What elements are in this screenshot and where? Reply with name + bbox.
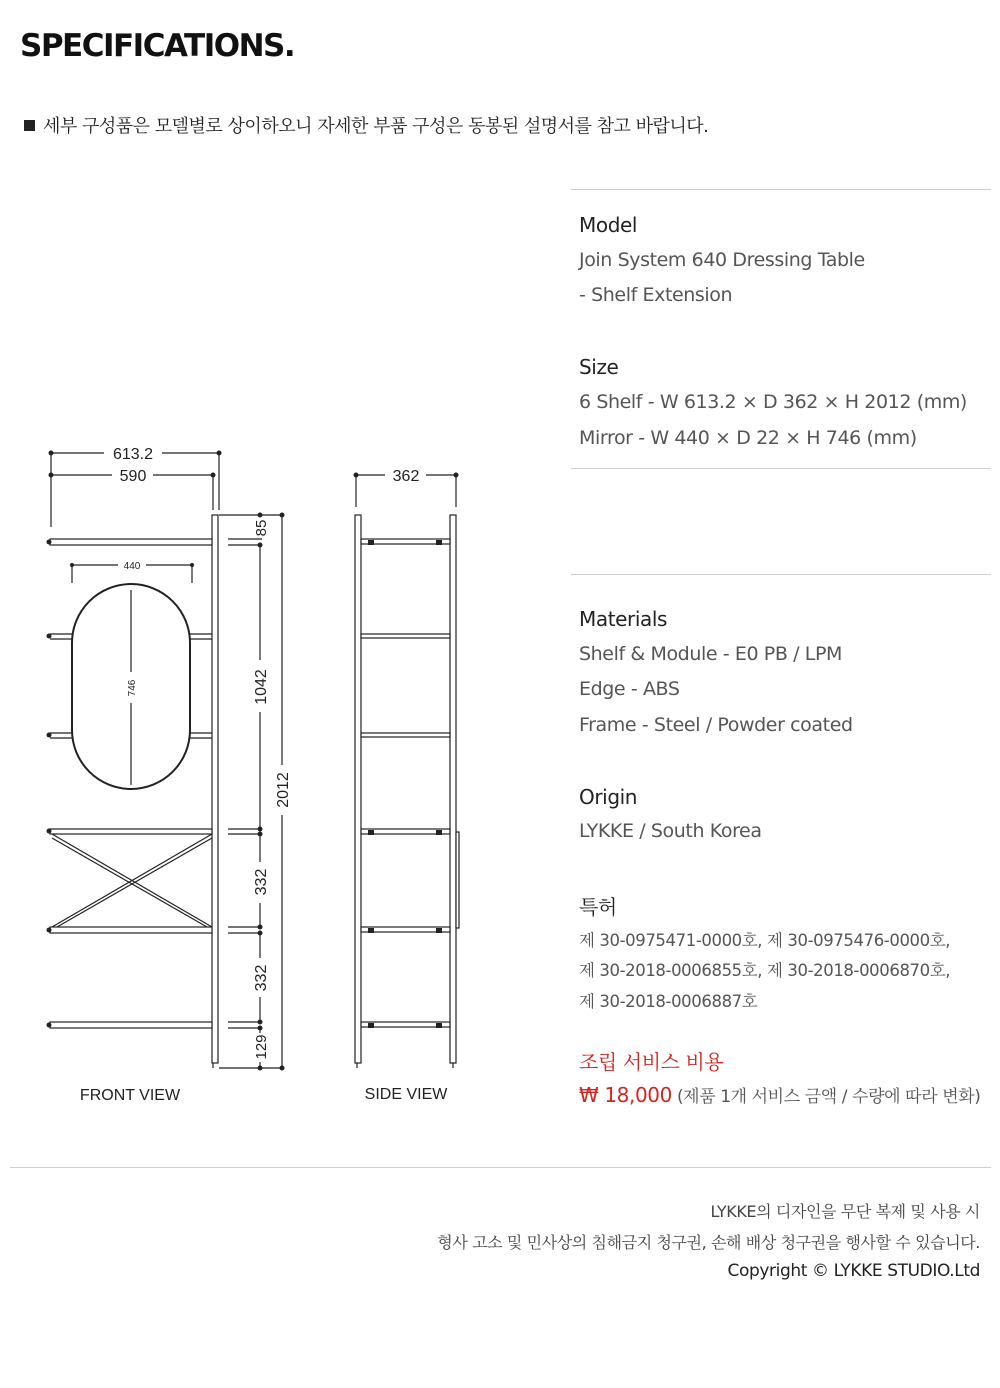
front-post [212, 515, 218, 1063]
patent-line-2: 제 30-2018-0006855호, 제 30-2018-0006870호, [579, 961, 951, 980]
front-view-label: FRONT VIEW [79, 1087, 181, 1104]
model-line-2: - Shelf Extension [579, 284, 733, 306]
service-price: ₩ 18,000 [579, 1083, 672, 1107]
dim-total: 2012 [275, 772, 292, 808]
dim-mid: 332 [253, 868, 270, 896]
footer-line-2: 형사 고소 및 민사상의 침해금지 청구권, 손해 배상 청구권을 행사할 수 있습니다. [437, 1233, 980, 1252]
materials-label: Materials [579, 607, 668, 631]
dim-upper: 1042 [253, 669, 270, 705]
size-line-1: 6 Shelf - W 613.2 × D 362 × H 2012 (mm) [579, 391, 967, 413]
dim-front-inner: 590 [119, 468, 147, 485]
materials-line-3: Frame - Steel / Powder coated [579, 714, 853, 736]
patent-line-1: 제 30-0975471-0000호, 제 30-0975476-0000호, [579, 931, 951, 950]
divider-top [571, 189, 991, 190]
dim-front-outer: 613.2 [112, 446, 154, 463]
model-line-1: Join System 640 Dressing Table [579, 249, 865, 271]
size-label: Size [579, 355, 619, 379]
origin-label: Origin [579, 785, 638, 809]
patent-line-3: 제 30-2018-0006887호 [579, 992, 758, 1011]
service-note: (제품 1개 서비스 금액 / 수량에 따라 변화) [676, 1087, 981, 1107]
page-title: SPECIFICATIONS. [20, 28, 295, 64]
origin-line-1: LYKKE / South Korea [579, 820, 762, 842]
dim-mirror-height: 746 [127, 679, 138, 697]
materials-line-2: Edge - ABS [579, 678, 680, 700]
service-label: 조립 서비스 비용 [579, 1050, 724, 1074]
side-view-label: SIDE VIEW [364, 1086, 448, 1103]
dim-top: 85 [253, 519, 270, 537]
side-frame [355, 515, 459, 1068]
size-line-2: Mirror - W 440 × D 22 × H 746 (mm) [579, 427, 917, 449]
dim-vertical-lines [219, 515, 282, 1068]
notice-label: 세부 구성품은 모델별로 상이하오니 자세한 부품 구성은 동봉된 설명서를 참고 바랍니다. [43, 116, 709, 137]
materials-line-1: Shelf & Module - E0 PB / LPM [579, 643, 843, 665]
front-cross-brace [52, 834, 212, 927]
footer-line-1: LYKKE의 디자인을 무단 복제 및 사용 시 [710, 1202, 980, 1221]
dim-lower: 332 [253, 964, 270, 992]
footer-divider [10, 1167, 991, 1168]
dim-side-depth: 362 [392, 468, 420, 485]
dim-bottom: 129 [253, 1034, 270, 1060]
footer-copyright: Copyright © LYKKE STUDIO.Ltd [727, 1261, 980, 1281]
dim-front-outer-line [51, 453, 219, 527]
divider-mid-2 [571, 574, 991, 575]
patent-label: 특허 [579, 895, 617, 919]
dim-mirror-width: 440 [123, 561, 141, 572]
service-price-line [579, 1082, 981, 1107]
model-label: Model [579, 213, 638, 237]
divider-mid-1 [571, 468, 991, 469]
